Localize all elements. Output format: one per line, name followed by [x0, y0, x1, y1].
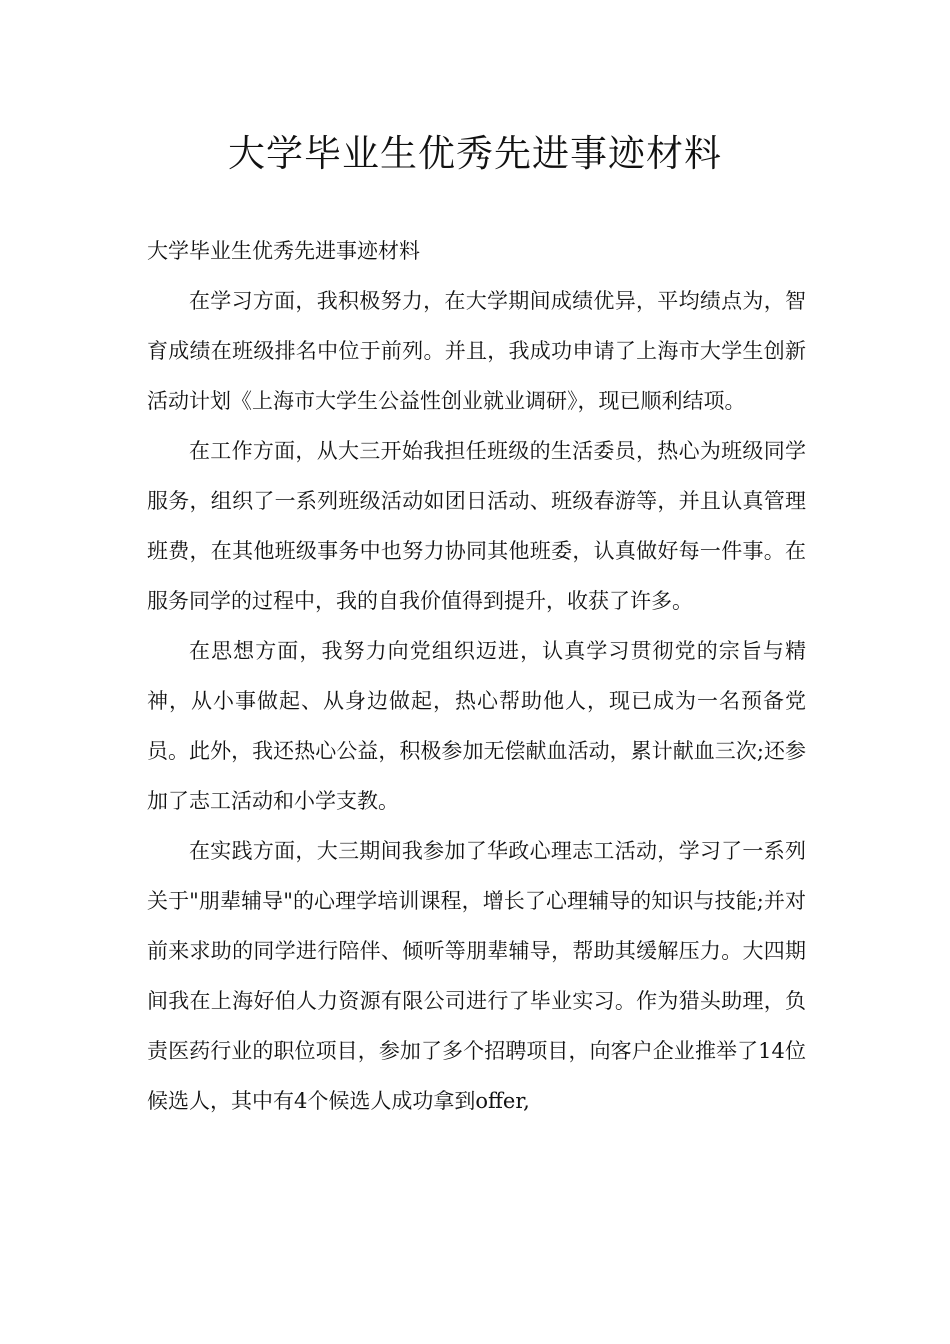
document-body — [147, 226, 806, 1126]
paragraph-work: 在工作方面，从大三开始我担任班级的生活委员，热心为班级同学服务，组织了一系列班级活动如团日活动、班级春游等，并且认真管理班费，在其他班级事务中也努力协同其他班委，认真做好每一件事。在服务同学的过程中，我的自我价值得到提升，收获了许多。 — [147, 439, 806, 613]
document-title: 大学毕业生优秀先进事迹材料 — [228, 132, 722, 175]
paragraph-thought: 在思想方面，我努力向党组织迈进，认真学习贯彻党的宗旨与精神，从小事做起、从身边做起，热心帮助他人，现已成为一名预备党员。此外，我还热心公益，积极参加无偿献血活动，累计献血三次;还参加了志工活动和小学支教。 — [147, 639, 806, 813]
paragraph-study: 在学习方面，我积极努力，在大学期间成绩优异，平均绩点为，智育成绩在班级排名中位于前列。并且，我成功申请了上海市大学生创新活动计划《上海市大学生公益性创业就业调研》，现已顺利结项。 — [147, 289, 806, 413]
document-subtitle: 大学毕业生优秀先进事迹材料 — [147, 239, 420, 263]
paragraph-practice: 在实践方面，大三期间我参加了华政心理志工活动，学习了一系列关于"朋辈辅导"的心理学培训课程，增长了心理辅导的知识与技能;并对前来求助的同学进行陪伴、倾听等朋辈辅导，帮助其缓解压力。大四期间我在上海好伯人力资源有限公司进行了毕业实习。作为猎头助理，负责医药行业的职位项目，参加了多个招聘项目，向客户企业推举了14位候选人，其中有4个候选人成功拿到offer, — [147, 839, 806, 1113]
